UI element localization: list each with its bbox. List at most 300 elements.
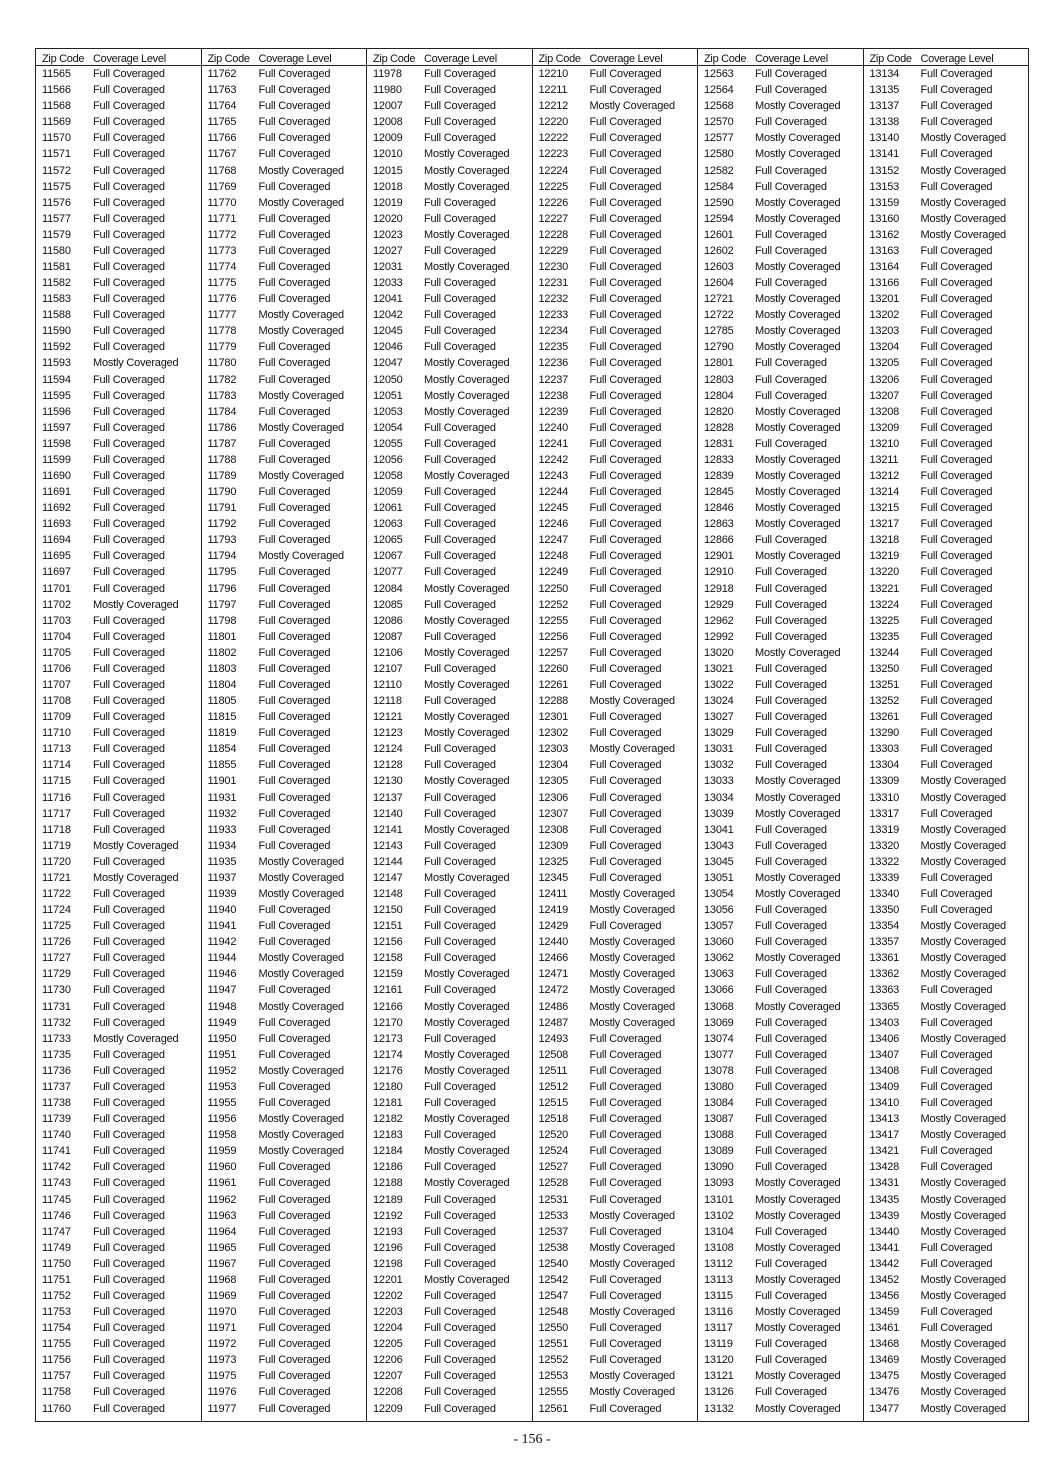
- coverage-level-cell: Full Coveraged: [258, 1241, 331, 1254]
- table-row: [367, 227, 532, 243]
- coverage-level-cell: Full Coveraged: [920, 244, 993, 257]
- zip-code-cell: 12244: [538, 486, 569, 499]
- coverage-level-cell: Full Coveraged: [93, 534, 165, 547]
- table-row: [864, 1320, 1029, 1336]
- coverage-level-cell: Full Coveraged: [424, 839, 496, 852]
- table-row: [698, 420, 863, 436]
- coverage-level-cell: Mostly Coveraged: [920, 968, 1006, 981]
- zip-code-cell: 11725: [42, 920, 71, 933]
- zip-code-cell: 12242: [538, 453, 569, 466]
- zip-code-cell: 13212: [869, 469, 900, 482]
- table-row: [533, 275, 698, 291]
- table-row: [36, 1240, 201, 1256]
- zip-code-cell: 13132: [704, 1402, 734, 1415]
- zip-code-cell: 11854: [207, 743, 237, 756]
- coverage-level-cell: Full Coveraged: [589, 244, 662, 257]
- coverage-level-cell: Full Coveraged: [424, 100, 496, 113]
- coverage-level-cell: Mostly Coveraged: [424, 871, 510, 884]
- table-row: [533, 918, 698, 934]
- zip-code-cell: 12515: [538, 1097, 569, 1110]
- zip-code-cell: 12123: [373, 727, 403, 740]
- zip-code-cell: 13108: [704, 1241, 734, 1254]
- table-row: [36, 243, 201, 259]
- table-row: [202, 1272, 367, 1288]
- coverage-level-cell: Full Coveraged: [589, 1322, 662, 1335]
- coverage-level-cell: Full Coveraged: [589, 1097, 662, 1110]
- table-row: [202, 388, 367, 404]
- table-row: [864, 484, 1029, 500]
- zip-code-cell: 12345: [538, 871, 569, 884]
- coverage-level-cell: Full Coveraged: [93, 679, 165, 691]
- table-row: [533, 725, 698, 741]
- zip-code-cell: 12193: [373, 1225, 403, 1238]
- coverage-level-cell: Mostly Coveraged: [920, 228, 1006, 241]
- zip-code-cell: 12508: [538, 1048, 569, 1061]
- table-row: [533, 564, 698, 580]
- coverage-level-header: Coverage Level: [93, 53, 166, 65]
- coverage-level-cell: Mostly Coveraged: [424, 373, 510, 386]
- table-row: [698, 355, 863, 371]
- table-row: [367, 886, 532, 902]
- coverage-level-cell: Full Coveraged: [258, 662, 331, 675]
- coverage-level-cell: Full Coveraged: [93, 791, 165, 804]
- table-row: [202, 597, 367, 613]
- coverage-level-cell: Full Coveraged: [93, 695, 165, 708]
- zip-code-cell: 12010: [373, 148, 403, 161]
- coverage-level-cell: Mostly Coveraged: [755, 1000, 841, 1013]
- table-row: [533, 757, 698, 773]
- coverage-level-cell: Full Coveraged: [258, 1257, 331, 1270]
- zip-code-cell: 13362: [869, 968, 900, 981]
- zip-code-header: Zip Code: [704, 53, 747, 65]
- coverage-level-cell: Full Coveraged: [424, 1370, 496, 1383]
- coverage-level-cell: Full Coveraged: [93, 630, 165, 643]
- table-row: [36, 420, 201, 436]
- zip-code-cell: 13475: [869, 1370, 900, 1383]
- coverage-level-cell: Full Coveraged: [920, 888, 993, 901]
- zip-code-cell: 13224: [869, 598, 900, 611]
- zip-code-cell: 12304: [538, 759, 569, 772]
- table-row: [36, 1224, 201, 1240]
- table-row: [202, 693, 367, 709]
- coverage-level-cell: Full Coveraged: [424, 1097, 496, 1110]
- table-row: [864, 918, 1029, 934]
- coverage-level-cell: Full Coveraged: [589, 791, 662, 804]
- coverage-level-cell: Mostly Coveraged: [920, 1209, 1006, 1222]
- zip-code-cell: 12582: [704, 164, 734, 177]
- coverage-level-cell: Mostly Coveraged: [920, 1354, 1006, 1367]
- table-row: [864, 1240, 1029, 1256]
- table-row: [36, 999, 201, 1015]
- coverage-level-cell: Mostly Coveraged: [93, 357, 179, 370]
- zip-code-cell: 13339: [869, 871, 900, 884]
- table-row: [698, 211, 863, 227]
- zip-code-cell: 11976: [207, 1386, 237, 1399]
- table-row: [533, 661, 698, 677]
- coverage-level-cell: Full Coveraged: [93, 212, 165, 225]
- zip-code-cell: 11576: [42, 196, 71, 209]
- table-row: [698, 1063, 863, 1079]
- zip-code-cell: 13461: [869, 1322, 900, 1335]
- zip-code-cell: 12260: [538, 662, 569, 675]
- table-row: [698, 452, 863, 468]
- zip-code-cell: 11794: [207, 550, 237, 563]
- zip-code-cell: 13320: [869, 839, 900, 852]
- coverage-level-cell: Full Coveraged: [93, 196, 165, 209]
- table-row: [36, 1208, 201, 1224]
- table-row: [864, 999, 1029, 1015]
- coverage-level-cell: Full Coveraged: [258, 453, 331, 466]
- coverage-level-cell: Full Coveraged: [589, 293, 662, 306]
- zip-code-cell: 12015: [373, 164, 403, 177]
- coverage-level-cell: Mostly Coveraged: [424, 389, 510, 402]
- table-row: [202, 146, 367, 162]
- table-row: [698, 548, 863, 564]
- coverage-level-cell: Full Coveraged: [589, 309, 662, 322]
- coverage-level-cell: Full Coveraged: [93, 293, 165, 306]
- table-row: [36, 1191, 201, 1207]
- zip-code-cell: 12568: [704, 100, 734, 113]
- coverage-level-cell: Full Coveraged: [589, 839, 662, 852]
- coverage-level-cell: Mostly Coveraged: [920, 1402, 1006, 1415]
- table-row: [36, 130, 201, 146]
- coverage-level-cell: Full Coveraged: [258, 1177, 331, 1190]
- table-row: [533, 452, 698, 468]
- coverage-level-cell: Full Coveraged: [93, 469, 165, 482]
- zip-code-cell: 11970: [207, 1306, 237, 1319]
- table-row: [533, 1111, 698, 1127]
- table-row: [367, 1127, 532, 1143]
- coverage-level-cell: Mostly Coveraged: [424, 228, 510, 241]
- table-row: [864, 275, 1029, 291]
- zip-code-cell: 11715: [42, 775, 71, 788]
- coverage-level-cell: Full Coveraged: [93, 855, 165, 868]
- zip-code-cell: 12053: [373, 405, 403, 418]
- coverage-level-cell: Mostly Coveraged: [755, 646, 841, 659]
- zip-code-cell: 11946: [207, 968, 237, 981]
- coverage-level-header: Coverage Level: [755, 53, 828, 65]
- zip-code-cell: 12553: [538, 1370, 569, 1383]
- table-row: [864, 1127, 1029, 1143]
- coverage-level-cell: Full Coveraged: [258, 775, 331, 788]
- coverage-level-cell: Full Coveraged: [93, 1097, 165, 1110]
- coverage-level-cell: Mostly Coveraged: [920, 1000, 1006, 1013]
- coverage-level-cell: Full Coveraged: [755, 244, 827, 257]
- table-row: [367, 741, 532, 757]
- zip-code-cell: 12033: [373, 277, 403, 290]
- zip-code-cell: 11569: [42, 116, 71, 129]
- coverage-level-cell: Full Coveraged: [589, 807, 662, 820]
- table-row: [367, 452, 532, 468]
- zip-code-cell: 11721: [42, 871, 71, 884]
- table-row: [367, 966, 532, 982]
- coverage-level-cell: Full Coveraged: [920, 1016, 993, 1029]
- zip-code-cell: 13303: [869, 743, 900, 756]
- coverage-level-cell: Mostly Coveraged: [424, 1016, 510, 1029]
- coverage-level-cell: Full Coveraged: [93, 1241, 165, 1254]
- zip-code-cell: 11949: [207, 1016, 237, 1029]
- zip-code-cell: 11959: [207, 1145, 237, 1158]
- table-row: [367, 243, 532, 259]
- table-row: [36, 1143, 201, 1159]
- zip-code-cell: 11969: [207, 1289, 237, 1302]
- zip-code-cell: 11962: [207, 1193, 237, 1206]
- table-row: [533, 838, 698, 854]
- coverage-level-cell: Mostly Coveraged: [258, 421, 344, 434]
- coverage-level-cell: Full Coveraged: [755, 180, 827, 193]
- coverage-level-cell: Full Coveraged: [258, 791, 331, 804]
- coverage-level-cell: Full Coveraged: [258, 84, 331, 97]
- table-row: [202, 741, 367, 757]
- table-row: [202, 130, 367, 146]
- table-row: [36, 195, 201, 211]
- table-row: [367, 725, 532, 741]
- table-row: [36, 1031, 201, 1047]
- zip-code-cell: 12237: [538, 373, 569, 386]
- table-row: [367, 468, 532, 484]
- coverage-level-cell: Mostly Coveraged: [755, 1402, 841, 1415]
- zip-code-cell: 11720: [42, 855, 71, 868]
- zip-code-cell: 13408: [869, 1064, 900, 1077]
- table-row: [367, 1159, 532, 1175]
- zip-code-cell: 13032: [704, 759, 734, 772]
- coverage-level-cell: Mostly Coveraged: [589, 743, 675, 756]
- zip-code-cell: 13054: [704, 888, 734, 901]
- coverage-level-cell: Mostly Coveraged: [755, 148, 841, 161]
- zip-code-cell: 13024: [704, 695, 734, 708]
- zip-code-cell: 13201: [869, 293, 900, 306]
- coverage-level-cell: Full Coveraged: [920, 759, 993, 772]
- zip-code-cell: 11767: [207, 148, 237, 161]
- coverage-level-cell: Mostly Coveraged: [589, 1209, 675, 1222]
- coverage-level-cell: Full Coveraged: [589, 1064, 662, 1077]
- coverage-level-cell: Full Coveraged: [589, 662, 662, 675]
- zip-code-cell: 11819: [207, 727, 237, 740]
- table-row: [202, 1224, 367, 1240]
- table-row: [864, 1063, 1029, 1079]
- zip-code-cell: 12245: [538, 502, 569, 515]
- coverage-level-cell: Full Coveraged: [920, 260, 993, 273]
- zip-code-cell: 12866: [704, 534, 734, 547]
- zip-code-cell: 13031: [704, 743, 734, 756]
- table-row: [864, 1159, 1029, 1175]
- table-row: [864, 548, 1029, 564]
- zip-code-cell: 13116: [704, 1306, 733, 1319]
- coverage-level-cell: Mostly Coveraged: [258, 309, 344, 322]
- zip-code-cell: 11755: [42, 1338, 71, 1351]
- table-row: [36, 98, 201, 114]
- zip-code-cell: 11980: [373, 84, 402, 97]
- coverage-level-cell: Full Coveraged: [589, 582, 662, 595]
- coverage-level-cell: Mostly Coveraged: [589, 1386, 675, 1399]
- table-row: [864, 1336, 1029, 1352]
- table-row: [202, 613, 367, 629]
- coverage-level-cell: Full Coveraged: [424, 662, 496, 675]
- zip-code-cell: 11779: [207, 341, 237, 354]
- zip-code-cell: 12801: [704, 357, 734, 370]
- table-row: [864, 982, 1029, 998]
- coverage-level-cell: Full Coveraged: [424, 1322, 496, 1335]
- table-row: [202, 516, 367, 532]
- zip-code-cell: 11961: [207, 1177, 237, 1190]
- coverage-level-cell: Full Coveraged: [920, 984, 993, 997]
- coverage-level-cell: Mostly Coveraged: [424, 1145, 510, 1158]
- coverage-level-cell: Mostly Coveraged: [589, 1241, 675, 1254]
- coverage-level-cell: Mostly Coveraged: [589, 695, 675, 708]
- zip-code-cell: 11953: [207, 1080, 237, 1093]
- zip-code-header: Zip Code: [869, 53, 912, 65]
- coverage-level-cell: Full Coveraged: [258, 711, 331, 724]
- zip-code-cell: 11788: [207, 453, 237, 466]
- table-row: [864, 1031, 1029, 1047]
- coverage-level-cell: Full Coveraged: [755, 823, 827, 836]
- coverage-level-cell: Mostly Coveraged: [258, 164, 344, 177]
- zip-code-cell: 12058: [373, 469, 403, 482]
- zip-code-cell: 11566: [42, 84, 71, 97]
- zip-code-cell: 12548: [538, 1306, 569, 1319]
- coverage-level-cell: Full Coveraged: [589, 759, 662, 772]
- table-row: [36, 918, 201, 934]
- zip-code-cell: 12255: [538, 614, 569, 627]
- table-row: [698, 854, 863, 870]
- zip-code-cell: 12252: [538, 598, 569, 611]
- zip-code-cell: 11701: [42, 582, 71, 595]
- zip-code-cell: 11741: [42, 1145, 71, 1158]
- zip-code-cell: 13084: [704, 1097, 734, 1110]
- zip-code-cell: 11792: [207, 518, 237, 531]
- table-row: [367, 1047, 532, 1063]
- table-row: [698, 82, 863, 98]
- table-row: [36, 211, 201, 227]
- table-row: [533, 613, 698, 629]
- zip-code-cell: 13102: [704, 1209, 734, 1222]
- coverage-level-cell: Full Coveraged: [920, 357, 993, 370]
- zip-code-cell: 11763: [207, 84, 237, 97]
- zip-code-cell: 12140: [373, 807, 403, 820]
- coverage-level-cell: Full Coveraged: [424, 888, 496, 901]
- zip-code-cell: 11757: [42, 1370, 71, 1383]
- coverage-level-cell: Full Coveraged: [755, 68, 827, 81]
- zip-code-cell: 11958: [207, 1129, 237, 1142]
- coverage-level-cell: Mostly Coveraged: [755, 212, 841, 225]
- table-row: [202, 1400, 367, 1416]
- zip-code-cell: 11719: [42, 839, 71, 852]
- table-row: [698, 146, 863, 162]
- coverage-level-cell: Full Coveraged: [258, 920, 331, 933]
- zip-code-cell: 12555: [538, 1386, 569, 1399]
- zip-code-cell: 11690: [42, 469, 71, 482]
- coverage-level-cell: Full Coveraged: [258, 373, 331, 386]
- coverage-level-cell: Full Coveraged: [920, 1161, 993, 1174]
- table-row: [367, 902, 532, 918]
- coverage-level-cell: Full Coveraged: [920, 679, 993, 691]
- table-row: [202, 1208, 367, 1224]
- coverage-level-cell: Full Coveraged: [920, 84, 993, 97]
- table-row: [367, 677, 532, 693]
- table-row: [36, 741, 201, 757]
- zip-code-cell: 12050: [373, 373, 403, 386]
- table-row: [698, 806, 863, 822]
- coverage-level-cell: Full Coveraged: [258, 1048, 331, 1061]
- zip-code-cell: 12229: [538, 244, 569, 257]
- table-row: [864, 806, 1029, 822]
- table-row: [698, 484, 863, 500]
- coverage-level-cell: Mostly Coveraged: [424, 1048, 510, 1061]
- table-row: [202, 773, 367, 789]
- zip-code-cell: 11932: [207, 807, 237, 820]
- zip-code-cell: 12540: [538, 1257, 569, 1270]
- table-row: [367, 757, 532, 773]
- zip-code-cell: 12531: [538, 1193, 569, 1206]
- zip-code-cell: 12301: [538, 711, 569, 724]
- zip-code-cell: 11773: [207, 244, 237, 257]
- zip-code-cell: 13365: [869, 1000, 900, 1013]
- coverage-level-cell: Full Coveraged: [920, 695, 993, 708]
- zip-code-cell: 13309: [869, 775, 900, 788]
- table-row: [698, 999, 863, 1015]
- zip-code-cell: 13153: [869, 180, 900, 193]
- coverage-level-cell: Full Coveraged: [589, 1338, 662, 1351]
- coverage-level-cell: Mostly Coveraged: [755, 453, 841, 466]
- coverage-level-cell: Full Coveraged: [424, 1257, 496, 1270]
- coverage-level-cell: Full Coveraged: [258, 1402, 331, 1415]
- zip-code-cell: 11571: [42, 148, 71, 161]
- coverage-level-cell: Full Coveraged: [589, 1161, 662, 1174]
- coverage-level-cell: Mostly Coveraged: [755, 132, 841, 145]
- coverage-level-cell: Full Coveraged: [258, 212, 331, 225]
- coverage-level-cell: Full Coveraged: [93, 277, 165, 290]
- coverage-level-cell: Mostly Coveraged: [589, 936, 675, 949]
- zip-code-cell: 12188: [373, 1177, 403, 1190]
- table-row: [698, 130, 863, 146]
- table-row: [698, 677, 863, 693]
- zip-code-cell: 11790: [207, 486, 237, 499]
- table-row: [202, 645, 367, 661]
- table-row: [36, 693, 201, 709]
- table-row: [36, 1272, 201, 1288]
- coverage-level-cell: Full Coveraged: [920, 502, 993, 515]
- coverage-level-cell: Full Coveraged: [920, 341, 993, 354]
- coverage-level-cell: Full Coveraged: [258, 566, 331, 579]
- zip-code-cell: 12308: [538, 823, 569, 836]
- zip-code-cell: 12305: [538, 775, 569, 788]
- table-row: [533, 211, 698, 227]
- table-row: [698, 388, 863, 404]
- coverage-level-cell: Full Coveraged: [920, 582, 993, 595]
- coverage-level-cell: Mostly Coveraged: [424, 164, 510, 177]
- table-row: [864, 1095, 1029, 1111]
- table-row: [698, 516, 863, 532]
- table-row: [698, 1208, 863, 1224]
- zip-code-cell: 11726: [42, 936, 71, 949]
- table-row: [202, 179, 367, 195]
- coverage-level-cell: Mostly Coveraged: [920, 1032, 1006, 1045]
- coverage-level-cell: Full Coveraged: [258, 727, 331, 740]
- zip-code-cell: 12206: [373, 1354, 403, 1367]
- zip-code-cell: 11710: [42, 727, 71, 740]
- table-row: [202, 1047, 367, 1063]
- zip-code-cell: 13137: [869, 100, 900, 113]
- table-row: [202, 114, 367, 130]
- zip-code-cell: 11596: [42, 405, 71, 418]
- zip-code-cell: 11947: [207, 984, 237, 997]
- coverage-level-cell: Full Coveraged: [424, 502, 496, 515]
- table-row: [36, 548, 201, 564]
- zip-code-cell: 13152: [869, 164, 900, 177]
- zip-code-cell: 13203: [869, 325, 900, 338]
- coverage-level-cell: Full Coveraged: [258, 1386, 331, 1399]
- zip-code-cell: 11937: [207, 871, 237, 884]
